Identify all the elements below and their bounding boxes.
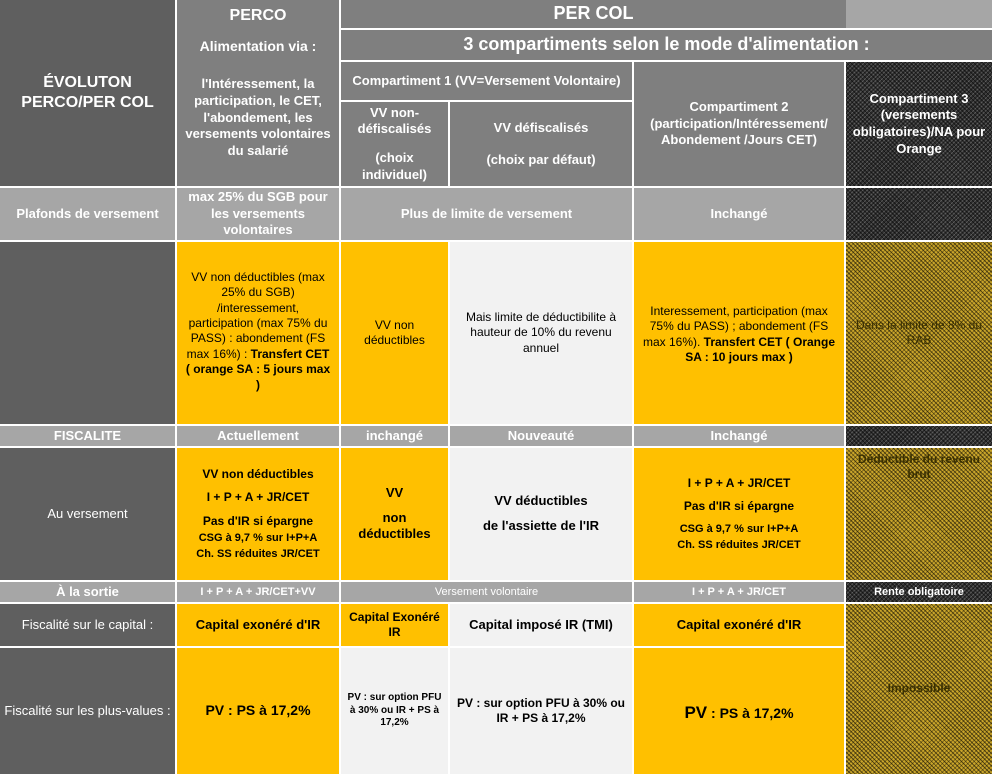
- fiscalite-perco-cell: [177, 426, 339, 446]
- comp1-b-header-cell: [450, 102, 632, 186]
- limits-comp1-b-cell: [450, 242, 632, 424]
- comp1-a-header: VV non-défiscalisés: [357, 104, 432, 137]
- comp1-header: Compartiment 1 (VV=Versement Volontaire): [352, 72, 621, 88]
- sortie-label: À la sortie: [56, 583, 119, 599]
- plafonds-label: Plafonds de versement: [16, 205, 159, 221]
- pv-comp1-a: PV : sur option PFU à 30% ou IR + PS à 17,2%: [347, 691, 442, 729]
- capital-label: Fiscalité sur le capital :: [21, 616, 154, 632]
- percol-title: PER COL: [553, 3, 634, 24]
- plafonds-comp1: Plus de limite de versement: [400, 205, 573, 221]
- sortie-comp3: Rente obligatoire: [874, 585, 964, 598]
- limits-comp1-a: VV non déductibles: [364, 317, 425, 347]
- capital-perco-cell: [177, 604, 339, 646]
- versement-comp2-line-2: Pas d'IR si épargne: [683, 498, 795, 513]
- percol-subtitle-cell: [341, 30, 992, 60]
- sortie-comp1-cell: [341, 582, 632, 602]
- versement-comp2-line-4: Ch. SS réduites JR/CET: [677, 539, 801, 552]
- fiscalite-label-cell: [0, 426, 175, 446]
- capital-label-cell: [0, 604, 175, 646]
- versement-label: Au versement: [47, 505, 128, 521]
- versement-comp1-a-line-1: VV: [385, 485, 404, 501]
- fiscalite-label: FISCALITE: [53, 427, 122, 443]
- plafonds-comp2-cell: [634, 188, 844, 240]
- versement-comp1-a-cell: [341, 448, 448, 580]
- pv-comp2-cell: [634, 648, 844, 774]
- versement-comp1-b-line-2: de l'assiette de l'IR: [482, 518, 599, 533]
- sortie-perco: I + P + A + JR/CET+VV: [200, 585, 316, 598]
- fiscalite-perco: Actuellement: [217, 427, 299, 443]
- pv-comp2-rest: : PS à 17,2%: [707, 705, 794, 721]
- comp1-header-cell: [341, 62, 632, 100]
- pv-label: Fiscalité sur les plus-values :: [4, 702, 171, 718]
- limits-comp1-a-cell: [341, 242, 448, 424]
- limits-comp1-b: Mais limite de déductibilite à hauteur de 10% du revenu annuel: [465, 309, 617, 355]
- capital-perco: Capital exonéré d'IR: [195, 616, 321, 632]
- versement-perco-line-2: I + P + A + JR/CET: [206, 490, 310, 505]
- pv-comp1-a-cell: [341, 648, 448, 774]
- capital-comp3: Impossible: [887, 681, 951, 696]
- versement-perco-line-1: VV non déductibles: [202, 466, 314, 481]
- capital-comp2-cell: [634, 604, 844, 646]
- fiscalite-comp1-a-cell: [341, 426, 448, 446]
- versement-comp2-cell: [634, 448, 844, 580]
- pv-comp1-b-cell: [450, 648, 632, 774]
- plafonds-comp3-cell: [846, 188, 992, 240]
- comp1-a-note: (choix individuel): [362, 150, 427, 182]
- pv-perco: PV : PS à 17,2%: [205, 702, 311, 719]
- corner-fill-cell: [846, 0, 992, 28]
- sortie-comp2: I + P + A + JR/CET: [691, 585, 787, 598]
- capital-comp1-a-cell: [341, 604, 448, 646]
- versement-perco-cell: [177, 448, 339, 580]
- limits-comp3: Dans la limite de 8% du RAB: [855, 317, 983, 347]
- capital-comp1-a: Capital Exonéré IR: [349, 609, 440, 639]
- fiscalite-comp1-a: inchangé: [365, 427, 424, 443]
- sortie-comp2-cell: [634, 582, 844, 602]
- limits-perco-text: VV non déductibles (max 25% du SGB) /interessement, participation (max 75% du PASS) : abondement (FS max 16%) :: [186, 270, 328, 361]
- perco-alim-desc: l'Intéressement, la participation, le CET, l'abondement, les versements volontaires du salarié: [185, 76, 331, 158]
- limits-label-cell: [0, 242, 175, 424]
- limits-perco-bold: Transfert CET ( orange SA : 5 jours max ): [185, 346, 331, 392]
- limits-perco-cell: [177, 242, 339, 424]
- comp1-b-header: VV défiscalisés: [493, 119, 589, 135]
- fiscalite-comp2: Inchangé: [710, 427, 768, 443]
- fiscalite-comp3-cell: [846, 426, 992, 446]
- versement-perco-line-4: CSG à 9,7 % sur I+P+A: [198, 531, 318, 544]
- sortie-label-cell: [0, 582, 175, 602]
- comp1-a-header-cell: [341, 102, 448, 186]
- limits-comp3-cell: [846, 242, 992, 424]
- limits-comp2-bold: Transfert CET ( Orange SA : 10 jours max ): [685, 334, 836, 365]
- pv-comp2-big: PV: [684, 703, 708, 722]
- sortie-perco-cell: [177, 582, 339, 602]
- versement-comp1-b-line-1: VV déductibles: [494, 493, 588, 509]
- capital-comp1-b-cell: [450, 604, 632, 646]
- versement-comp2-line-3: CSG à 9,7 % sur I+P+A: [679, 523, 799, 536]
- fiscalite-comp2-cell: [634, 426, 844, 446]
- table-title: ÉVOLUTON PERCO/PER COL: [21, 73, 154, 111]
- perco-alim-label: Alimentation via :: [199, 38, 317, 55]
- versement-comp1-a-line-2: non déductibles: [358, 509, 431, 542]
- perco-title: PERCO: [229, 7, 287, 24]
- table-title-cell: [0, 0, 175, 186]
- fiscalite-comp1-b: Nouveauté: [507, 427, 575, 443]
- limits-comp2-text: Interessement, participation (max 75% du PASS) ; abondement (FS max 16%).: [642, 304, 829, 349]
- fiscalite-comp1-b-cell: [450, 426, 632, 446]
- versement-comp3-cell: [846, 448, 992, 580]
- versement-comp3: Déductible du revenu brut: [857, 452, 981, 482]
- versement-comp1-b-cell: [450, 448, 632, 580]
- percol-subtitle: 3 compartiments selon le mode d'alimentation :: [463, 34, 870, 55]
- comp3-header-cell: [846, 62, 992, 186]
- versement-comp2-line-1: I + P + A + JR/CET: [687, 475, 791, 490]
- pv-label-cell: [0, 648, 175, 774]
- versement-label-cell: [0, 448, 175, 580]
- comp2-header: Compartiment 2 (participation/Intéressement/ Abondement /Jours CET): [650, 99, 828, 148]
- comp1-b-note: (choix par défaut): [486, 151, 596, 167]
- capital-comp3-cell: [846, 604, 992, 774]
- sortie-comp1: Versement volontaire: [434, 585, 539, 598]
- plafonds-label-cell: [0, 188, 175, 240]
- versement-perco-line-3: Pas d'IR si épargne: [202, 513, 314, 528]
- comp2-header-cell: [634, 62, 844, 186]
- perco-header-cell: [177, 0, 339, 186]
- plafonds-perco-cell: [177, 188, 339, 240]
- sortie-comp3-cell: [846, 582, 992, 602]
- pv-comp1-b: PV : sur option PFU à 30% ou IR + PS à 17,2%: [456, 695, 626, 725]
- plafonds-comp1-cell: [341, 188, 632, 240]
- capital-comp1-b: Capital imposé IR (TMI): [469, 616, 613, 632]
- pv-perco-cell: [177, 648, 339, 774]
- versement-perco-line-5: Ch. SS réduites JR/CET: [196, 548, 320, 561]
- capital-comp2: Capital exonéré d'IR: [676, 616, 802, 632]
- comp3-header: Compartiment 3 (versements obligatoires)/NA pour Orange: [852, 90, 986, 156]
- plafonds-comp2: Inchangé: [710, 205, 768, 221]
- plafonds-perco: max 25% du SGB pour les versements volontaires: [188, 189, 328, 238]
- percol-title-cell: [341, 0, 846, 28]
- limits-comp2-cell: [634, 242, 844, 424]
